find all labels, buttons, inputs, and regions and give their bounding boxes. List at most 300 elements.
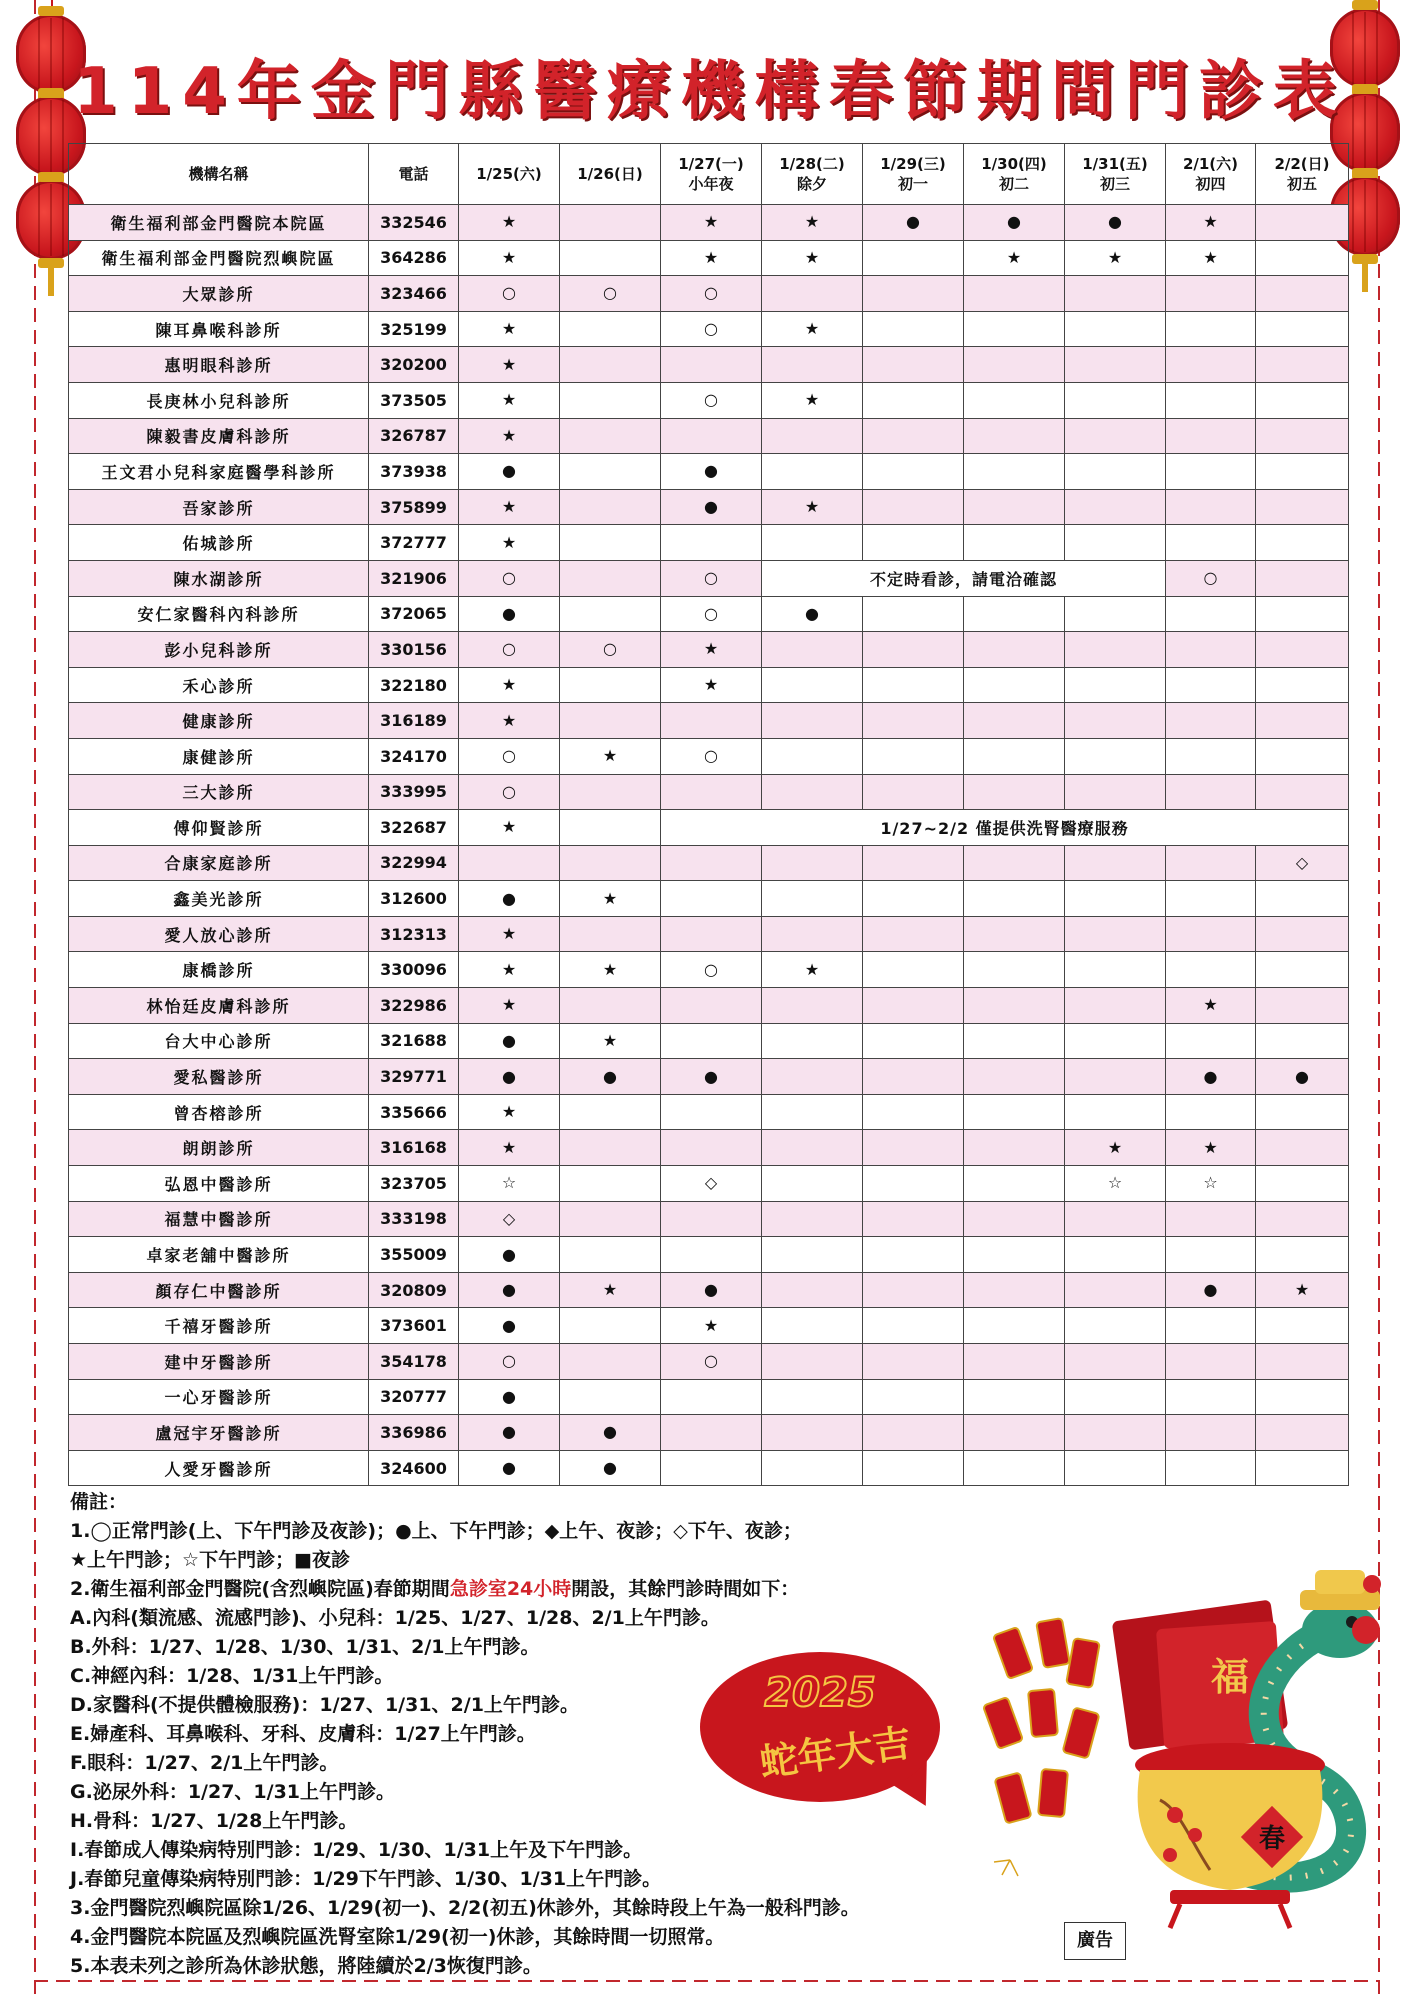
schedule-cell bbox=[1166, 845, 1256, 881]
schedule-cell bbox=[661, 1023, 762, 1059]
table-row bbox=[69, 1166, 1349, 1202]
schedule-cell bbox=[661, 881, 762, 917]
clinic-name-cell: 顏存仁中醫診所 bbox=[69, 1272, 369, 1308]
clinic-name-cell: 建中牙醫診所 bbox=[69, 1344, 369, 1380]
schedule-cell: ★ bbox=[459, 1130, 560, 1166]
clinic-phone-cell: 373601 bbox=[369, 1308, 459, 1344]
schedule-cell bbox=[661, 1450, 762, 1486]
schedule-cell bbox=[661, 1094, 762, 1130]
schedule-cell: ★ bbox=[459, 525, 560, 561]
schedule-cell bbox=[1256, 774, 1349, 810]
table-row bbox=[69, 347, 1349, 383]
schedule-cell: ★ bbox=[459, 347, 560, 383]
schedule-cell bbox=[1256, 1415, 1349, 1451]
table-row bbox=[69, 667, 1349, 703]
schedule-cell bbox=[964, 454, 1065, 490]
clinic-phone-cell: 325199 bbox=[369, 311, 459, 347]
clinic-phone-cell: 354178 bbox=[369, 1344, 459, 1380]
schedule-cell bbox=[560, 1094, 661, 1130]
clinic-name-cell: 曾杏榕診所 bbox=[69, 1094, 369, 1130]
schedule-cell: ○ bbox=[661, 276, 762, 312]
schedule-cell bbox=[1065, 774, 1166, 810]
schedule-cell: ● bbox=[459, 1237, 560, 1273]
clinic-phone-cell: 316189 bbox=[369, 703, 459, 739]
schedule-cell bbox=[1166, 738, 1256, 774]
schedule-cell: ★ bbox=[459, 916, 560, 952]
schedule-cell bbox=[1166, 1415, 1256, 1451]
schedule-cell bbox=[863, 1130, 964, 1166]
schedule-note-cell: 不定時看診，請電洽確認 bbox=[762, 560, 1166, 596]
clinic-name-cell: 傅仰賢診所 bbox=[69, 810, 369, 846]
schedule-cell bbox=[1256, 632, 1349, 668]
schedule-note-cell: 1/27~2/2 僅提供洗腎醫療服務 bbox=[661, 810, 1349, 846]
table-row bbox=[69, 1237, 1349, 1273]
clinic-phone-cell: 336986 bbox=[369, 1415, 459, 1451]
schedule-cell bbox=[1065, 1059, 1166, 1095]
schedule-cell: ● bbox=[964, 205, 1065, 241]
schedule-cell bbox=[863, 276, 964, 312]
schedule-cell bbox=[863, 596, 964, 632]
schedule-cell: ★ bbox=[459, 667, 560, 703]
clinic-phone-cell: 324600 bbox=[369, 1450, 459, 1486]
schedule-cell bbox=[1166, 952, 1256, 988]
schedule-cell bbox=[762, 916, 863, 952]
schedule-cell: ★ bbox=[762, 382, 863, 418]
schedule-cell bbox=[863, 1344, 964, 1380]
schedule-cell: ★ bbox=[762, 205, 863, 241]
column-header-line-1: 機構名稱 bbox=[188, 165, 249, 183]
schedule-cell: ☆ bbox=[459, 1166, 560, 1202]
schedule-cell bbox=[1166, 1094, 1256, 1130]
schedule-cell bbox=[964, 1166, 1065, 1202]
schedule-cell bbox=[1065, 703, 1166, 739]
schedule-cell bbox=[1065, 881, 1166, 917]
table-row bbox=[69, 988, 1349, 1024]
advertisement-label: 廣告 bbox=[1064, 1922, 1126, 1960]
clinic-phone-cell: 330096 bbox=[369, 952, 459, 988]
clinic-phone-cell: 333995 bbox=[369, 774, 459, 810]
schedule-cell bbox=[863, 1415, 964, 1451]
schedule-cell bbox=[762, 418, 863, 454]
clinic-name-cell: 陳毅書皮膚科診所 bbox=[69, 418, 369, 454]
schedule-cell: ★ bbox=[1166, 205, 1256, 241]
schedule-cell bbox=[1256, 1130, 1349, 1166]
schedule-cell bbox=[661, 1201, 762, 1237]
schedule-cell: ★ bbox=[459, 418, 560, 454]
clinic-phone-cell: 321906 bbox=[369, 560, 459, 596]
schedule-cell bbox=[1166, 525, 1256, 561]
schedule-cell bbox=[1065, 311, 1166, 347]
notes-section bbox=[70, 1488, 1100, 1981]
clinic-name-cell: 陳耳鼻喉科診所 bbox=[69, 311, 369, 347]
clinic-phone-cell: 373505 bbox=[369, 382, 459, 418]
schedule-cell: ○ bbox=[1166, 560, 1256, 596]
schedule-cell bbox=[964, 311, 1065, 347]
column-header-line-1: 電話 bbox=[398, 165, 429, 183]
schedule-cell bbox=[1256, 703, 1349, 739]
notes-legend-line-1: 1.◯正常門診(上、下午門診及夜診)；●上、下午門診；◆上午、夜診；◇下午、夜診； bbox=[70, 1520, 802, 1542]
notes-legend-line-2: ★上午門診；☆下午門診；■夜診 bbox=[70, 1549, 351, 1571]
snake-pot-illustration bbox=[1100, 1570, 1390, 1930]
schedule-cell bbox=[1065, 738, 1166, 774]
schedule-cell bbox=[560, 845, 661, 881]
schedule-cell bbox=[762, 1450, 863, 1486]
clinic-name-cell: 林怡廷皮膚科診所 bbox=[69, 988, 369, 1024]
schedule-cell bbox=[1256, 1237, 1349, 1273]
schedule-cell: ★ bbox=[459, 311, 560, 347]
schedule-cell: ★ bbox=[459, 382, 560, 418]
schedule-cell bbox=[762, 1272, 863, 1308]
schedule-cell bbox=[560, 311, 661, 347]
table-row bbox=[69, 810, 1349, 846]
schedule-cell: ○ bbox=[560, 276, 661, 312]
schedule-cell bbox=[560, 489, 661, 525]
schedule-cell bbox=[964, 738, 1065, 774]
schedule-cell bbox=[661, 418, 762, 454]
schedule-cell bbox=[560, 418, 661, 454]
clinic-name-cell: 盧冠宇牙醫診所 bbox=[69, 1415, 369, 1451]
schedule-cell: ○ bbox=[661, 952, 762, 988]
schedule-cell bbox=[1256, 738, 1349, 774]
schedule-cell: ○ bbox=[459, 276, 560, 312]
schedule-cell bbox=[1256, 418, 1349, 454]
clinic-phone-cell: 320809 bbox=[369, 1272, 459, 1308]
schedule-cell bbox=[1166, 276, 1256, 312]
clinic-name-cell: 吾家診所 bbox=[69, 489, 369, 525]
table-row bbox=[69, 525, 1349, 561]
schedule-cell bbox=[560, 525, 661, 561]
column-header-line-1: 1/27(一) bbox=[678, 155, 744, 173]
schedule-cell bbox=[964, 1450, 1065, 1486]
clinic-name-cell: 長庚林小兒科診所 bbox=[69, 382, 369, 418]
schedule-cell bbox=[1065, 1023, 1166, 1059]
schedule-cell bbox=[863, 1379, 964, 1415]
table-row bbox=[69, 774, 1349, 810]
schedule-cell bbox=[762, 1094, 863, 1130]
clinic-phone-cell: 321688 bbox=[369, 1023, 459, 1059]
table-row bbox=[69, 1023, 1349, 1059]
schedule-cell bbox=[863, 845, 964, 881]
schedule-cell bbox=[762, 1308, 863, 1344]
schedule-cell: ● bbox=[459, 1379, 560, 1415]
schedule-cell bbox=[863, 667, 964, 703]
schedule-cell bbox=[661, 1130, 762, 1166]
schedule-cell bbox=[964, 1344, 1065, 1380]
clinic-name-cell: 三大診所 bbox=[69, 774, 369, 810]
schedule-cell bbox=[661, 988, 762, 1024]
schedule-cell: ● bbox=[661, 1059, 762, 1095]
clinic-schedule-table bbox=[68, 143, 1349, 1486]
column-header-line-2: 初四 bbox=[1195, 175, 1226, 193]
schedule-cell bbox=[964, 703, 1065, 739]
schedule-cell bbox=[762, 1344, 863, 1380]
schedule-cell bbox=[560, 1166, 661, 1202]
schedule-cell bbox=[762, 738, 863, 774]
clinic-phone-cell: 316168 bbox=[369, 1130, 459, 1166]
clinic-name-cell: 鑫美光診所 bbox=[69, 881, 369, 917]
clinic-phone-cell: 312313 bbox=[369, 916, 459, 952]
clinic-phone-cell: 332546 bbox=[369, 205, 459, 241]
schedule-cell bbox=[1166, 1201, 1256, 1237]
schedule-cell bbox=[1065, 667, 1166, 703]
schedule-cell bbox=[762, 1379, 863, 1415]
schedule-cell: ★ bbox=[459, 489, 560, 525]
schedule-cell bbox=[964, 1272, 1065, 1308]
schedule-cell bbox=[560, 988, 661, 1024]
schedule-cell bbox=[1256, 1201, 1349, 1237]
schedule-cell bbox=[560, 347, 661, 383]
clinic-name-cell: 禾心診所 bbox=[69, 667, 369, 703]
schedule-cell bbox=[1256, 916, 1349, 952]
schedule-cell bbox=[661, 916, 762, 952]
column-header-line-1: 2/2(日) bbox=[1274, 155, 1330, 173]
notes-item-b: B.外科：1/27、1/28、1/30、1/31、2/1上午門診。 bbox=[70, 1636, 540, 1658]
schedule-cell: ★ bbox=[661, 1308, 762, 1344]
schedule-cell bbox=[863, 1308, 964, 1344]
clinic-name-cell: 康橋診所 bbox=[69, 952, 369, 988]
schedule-cell bbox=[762, 1237, 863, 1273]
schedule-cell bbox=[1166, 347, 1256, 383]
clinic-phone-cell: 322986 bbox=[369, 988, 459, 1024]
schedule-cell bbox=[560, 1237, 661, 1273]
notes-item-c: C.神經內科：1/28、1/31上午門診。 bbox=[70, 1665, 394, 1687]
column-header-line-2: 初五 bbox=[1286, 175, 1317, 193]
schedule-cell: ★ bbox=[560, 738, 661, 774]
schedule-cell bbox=[1166, 489, 1256, 525]
clinic-name-cell: 朗朗診所 bbox=[69, 1130, 369, 1166]
schedule-cell bbox=[1256, 382, 1349, 418]
column-header bbox=[964, 144, 1065, 205]
schedule-cell: ○ bbox=[459, 1344, 560, 1380]
table-row bbox=[69, 596, 1349, 632]
schedule-cell bbox=[964, 881, 1065, 917]
schedule-cell bbox=[863, 1450, 964, 1486]
schedule-cell bbox=[1166, 1344, 1256, 1380]
table-row bbox=[69, 1450, 1349, 1486]
clinic-name-cell: 福慧中醫診所 bbox=[69, 1201, 369, 1237]
notes-item-d: D.家醫科(不提供體檢服務)：1/27、1/31、2/1上午門診。 bbox=[70, 1694, 579, 1716]
clinic-name-cell: 佑城診所 bbox=[69, 525, 369, 561]
schedule-cell bbox=[1256, 952, 1349, 988]
schedule-cell: ● bbox=[459, 1308, 560, 1344]
schedule-cell: ★ bbox=[459, 703, 560, 739]
schedule-cell: ★ bbox=[762, 952, 863, 988]
schedule-cell bbox=[560, 810, 661, 846]
schedule-cell bbox=[560, 1379, 661, 1415]
clinic-phone-cell: 355009 bbox=[369, 1237, 459, 1273]
notes-item-g: G.泌尿外科：1/27、1/31上午門診。 bbox=[70, 1781, 396, 1803]
schedule-cell: ○ bbox=[661, 382, 762, 418]
schedule-cell bbox=[964, 1379, 1065, 1415]
clinic-phone-cell: 322687 bbox=[369, 810, 459, 846]
schedule-cell: ★ bbox=[1166, 1130, 1256, 1166]
clinic-name-cell: 安仁家醫科內科診所 bbox=[69, 596, 369, 632]
schedule-cell bbox=[1256, 1379, 1349, 1415]
schedule-cell bbox=[1065, 845, 1166, 881]
table-row bbox=[69, 1272, 1349, 1308]
table-row bbox=[69, 1415, 1349, 1451]
schedule-cell bbox=[863, 632, 964, 668]
schedule-cell: ★ bbox=[459, 988, 560, 1024]
schedule-cell bbox=[1166, 1450, 1256, 1486]
schedule-cell bbox=[863, 774, 964, 810]
schedule-cell bbox=[762, 347, 863, 383]
schedule-cell bbox=[560, 1308, 661, 1344]
schedule-cell bbox=[863, 382, 964, 418]
clinic-phone-cell: 364286 bbox=[369, 240, 459, 276]
schedule-cell bbox=[1166, 311, 1256, 347]
schedule-cell bbox=[560, 1344, 661, 1380]
schedule-cell bbox=[1166, 632, 1256, 668]
schedule-cell bbox=[1065, 347, 1166, 383]
schedule-cell bbox=[1256, 560, 1349, 596]
clinic-phone-cell: 323705 bbox=[369, 1166, 459, 1202]
schedule-cell bbox=[964, 667, 1065, 703]
schedule-cell bbox=[1166, 418, 1256, 454]
schedule-cell bbox=[661, 845, 762, 881]
schedule-cell bbox=[964, 632, 1065, 668]
schedule-cell bbox=[661, 1415, 762, 1451]
schedule-cell bbox=[964, 1130, 1065, 1166]
schedule-cell bbox=[1065, 632, 1166, 668]
table-row bbox=[69, 489, 1349, 525]
schedule-cell bbox=[863, 525, 964, 561]
schedule-cell: ● bbox=[459, 1059, 560, 1095]
clinic-phone-cell: 326787 bbox=[369, 418, 459, 454]
schedule-cell bbox=[1166, 916, 1256, 952]
table-row bbox=[69, 382, 1349, 418]
schedule-cell: ☆ bbox=[1065, 1166, 1166, 1202]
schedule-cell bbox=[762, 276, 863, 312]
page-title: 114年金門縣醫療機構春節期間門診表 bbox=[73, 55, 1347, 129]
column-header bbox=[1166, 144, 1256, 205]
schedule-cell bbox=[1256, 276, 1349, 312]
table-row bbox=[69, 454, 1349, 490]
schedule-cell bbox=[863, 703, 964, 739]
schedule-cell bbox=[560, 703, 661, 739]
clinic-name-cell: 愛人放心診所 bbox=[69, 916, 369, 952]
notes-item-2-part-a: 2.衛生福利部金門醫院(含烈嶼院區)春節期間 bbox=[70, 1578, 450, 1600]
schedule-cell bbox=[560, 774, 661, 810]
schedule-cell bbox=[863, 738, 964, 774]
schedule-cell bbox=[863, 988, 964, 1024]
schedule-cell: ★ bbox=[1256, 1272, 1349, 1308]
schedule-cell: ★ bbox=[459, 240, 560, 276]
schedule-cell bbox=[964, 596, 1065, 632]
schedule-cell bbox=[560, 1201, 661, 1237]
schedule-cell bbox=[762, 703, 863, 739]
schedule-cell bbox=[1256, 1094, 1349, 1130]
schedule-cell: ● bbox=[459, 596, 560, 632]
schedule-cell bbox=[964, 1059, 1065, 1095]
schedule-cell: ● bbox=[560, 1059, 661, 1095]
clinic-name-cell: 千禧牙醫診所 bbox=[69, 1308, 369, 1344]
notes-item-4: 4.金門醫院本院區及烈嶼院區洗腎室除1/29(初一)休診，其餘時間一切照常。 bbox=[70, 1926, 725, 1948]
clinic-phone-cell: 320777 bbox=[369, 1379, 459, 1415]
schedule-cell bbox=[1166, 881, 1256, 917]
schedule-cell: ★ bbox=[459, 952, 560, 988]
column-header-line-2: 除夕 bbox=[796, 175, 827, 193]
clinic-phone-cell: 373938 bbox=[369, 454, 459, 490]
schedule-cell: ○ bbox=[661, 596, 762, 632]
schedule-cell: ● bbox=[459, 881, 560, 917]
schedule-cell bbox=[1166, 596, 1256, 632]
schedule-cell bbox=[560, 382, 661, 418]
notes-item-5: 5.本表未列之診所為休診狀態，將陸續於2/3恢復門診。 bbox=[70, 1955, 542, 1977]
schedule-cell: ● bbox=[661, 489, 762, 525]
schedule-cell bbox=[863, 1094, 964, 1130]
schedule-cell bbox=[964, 952, 1065, 988]
schedule-cell bbox=[964, 988, 1065, 1024]
schedule-cell bbox=[1166, 774, 1256, 810]
schedule-cell: ● bbox=[560, 1450, 661, 1486]
column-header-line-1: 1/30(四) bbox=[981, 155, 1047, 173]
clinic-name-cell: 台大中心診所 bbox=[69, 1023, 369, 1059]
table-row bbox=[69, 845, 1349, 881]
table-row bbox=[69, 916, 1349, 952]
schedule-cell bbox=[863, 454, 964, 490]
schedule-cell: ★ bbox=[661, 632, 762, 668]
schedule-cell bbox=[1256, 454, 1349, 490]
schedule-cell: ○ bbox=[459, 738, 560, 774]
clinic-phone-cell: 323466 bbox=[369, 276, 459, 312]
schedule-cell: ★ bbox=[1166, 988, 1256, 1024]
notes-item-a: A.內科(類流感、流感門診)、小兒科：1/25、1/27、1/28、2/1上午門診。 bbox=[70, 1607, 720, 1629]
schedule-cell bbox=[863, 952, 964, 988]
schedule-cell bbox=[1166, 1023, 1256, 1059]
schedule-cell bbox=[1065, 1450, 1166, 1486]
schedule-cell bbox=[661, 703, 762, 739]
table-row bbox=[69, 1308, 1349, 1344]
clinic-name-cell: 陳水湖診所 bbox=[69, 560, 369, 596]
schedule-cell bbox=[560, 1130, 661, 1166]
chun-character: 春 bbox=[1258, 1824, 1286, 1854]
clinic-phone-cell: 312600 bbox=[369, 881, 459, 917]
schedule-cell: ● bbox=[459, 1023, 560, 1059]
schedule-cell bbox=[661, 525, 762, 561]
clinic-phone-cell: 375899 bbox=[369, 489, 459, 525]
schedule-cell: ★ bbox=[560, 952, 661, 988]
schedule-cell: ● bbox=[459, 1415, 560, 1451]
schedule-cell bbox=[560, 560, 661, 596]
schedule-cell: ○ bbox=[661, 1344, 762, 1380]
table-row bbox=[69, 205, 1349, 241]
clinic-name-cell: 健康診所 bbox=[69, 703, 369, 739]
schedule-cell bbox=[1065, 382, 1166, 418]
schedule-cell: ● bbox=[459, 454, 560, 490]
column-header bbox=[661, 144, 762, 205]
table-row bbox=[69, 1130, 1349, 1166]
schedule-cell bbox=[1065, 1344, 1166, 1380]
schedule-cell: ★ bbox=[459, 810, 560, 846]
schedule-cell bbox=[661, 347, 762, 383]
clinic-phone-cell: 372065 bbox=[369, 596, 459, 632]
column-header-line-1: 1/31(五) bbox=[1082, 155, 1148, 173]
schedule-cell: ★ bbox=[459, 1094, 560, 1130]
schedule-cell bbox=[560, 916, 661, 952]
schedule-cell bbox=[1065, 596, 1166, 632]
clinic-name-cell: 合康家庭診所 bbox=[69, 845, 369, 881]
column-header-line-1: 2/1(六) bbox=[1182, 155, 1239, 173]
table-row bbox=[69, 418, 1349, 454]
column-header-line-1: 1/28(二) bbox=[779, 155, 845, 173]
notes-item-h: H.骨科：1/27、1/28上午門診。 bbox=[70, 1810, 358, 1832]
schedule-cell: ● bbox=[1065, 205, 1166, 241]
schedule-cell bbox=[964, 1094, 1065, 1130]
schedule-cell: ◇ bbox=[661, 1166, 762, 1202]
schedule-cell bbox=[762, 774, 863, 810]
schedule-cell bbox=[863, 311, 964, 347]
